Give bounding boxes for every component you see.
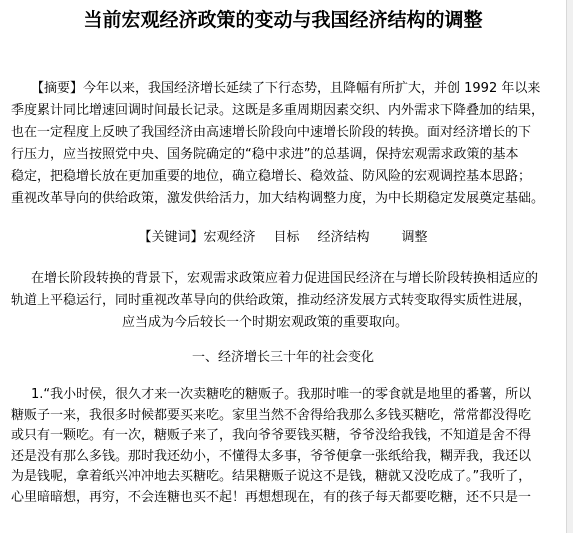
- abstract-line: 稳定，把稳增长放在更加重要的地位，确立稳增长、稳效益、防风险的宏观调控基本思路；: [11, 169, 532, 184]
- story-line: 心里暗暗想，再穷，不会连糖也买不起！再想想现在，有的孩子每天都要吃糖，还不只是一: [11, 489, 532, 505]
- section-heading: 一、经济增长三十年的社会变化: [191, 350, 374, 365]
- story-paragraph: [11, 385, 564, 508]
- abstract-line: 重视改革导向的供给政策，激发供给活力，加大结构调整力度，为中长期稳定发展奠定基础。: [11, 191, 545, 206]
- abstract-line: 季度累计同比增速回调时间最长记录。这既是多重周期因素交织、内外需求下降叠加的结果，: [11, 103, 545, 118]
- story-line: 为是钱呢，拿着纸兴冲冲地去买糖吃。结果糖贩子说这不是钱，糖就又没吃成了。”我听了，: [11, 469, 532, 484]
- article-title: 当前宏观经济政策的变动与我国经济结构的调整: [83, 9, 483, 31]
- abstract-paragraph: [11, 78, 564, 210]
- keywords-line: [0, 229, 566, 247]
- story-line: 糖贩子一来，我很多时候都要买来吃。家里当然不舍得给我那么多钱买糖吃，常常都没得吃: [11, 407, 532, 423]
- story-line: 或只有一颗吃。有一次，糖贩子来了，我向爷爷要钱买糖，爷爷没给我钱，不知道是舍不得: [11, 428, 532, 443]
- story-line: 还是没有那么多钱。那时我还幼小，不懂得太多事，爷爷便拿一张纸给我，糊弄我，我还以: [11, 448, 532, 464]
- intro-line: 应当成为今后较长一个时期宏观政策的重要取向。: [122, 315, 409, 330]
- keyword: 经济结构: [317, 230, 370, 245]
- intro-paragraph: [0, 268, 566, 334]
- abstract-line: 【摘要】今年以来，我国经济增长延续了下行态势，且降幅有所扩大，并创 1992 年以来: [31, 81, 541, 96]
- keywords-label: 【关键词】: [138, 230, 204, 245]
- abstract-line: 也在一定程度上反映了我国经济由高速增长阶段向中速增长阶段的转换。面对经济增长的下: [11, 125, 532, 140]
- keyword: 目标: [273, 230, 300, 245]
- keyword: 调整: [401, 230, 428, 245]
- vertical-scrollbar[interactable]: [566, 0, 573, 533]
- intro-line: 轨道上平稳运行，同时重视改革导向的供给政策，推动经济发展方式转变取得实质性进展，: [11, 293, 532, 308]
- abstract-line: 行压力，应当按照党中央、国务院确定的“稳中求进”的总基调，保持宏观需求政策的基本: [11, 147, 519, 162]
- intro-line: 在增长阶段转换的背景下，宏观需求政策应着力促进国民经济在与增长阶段转换相适应的: [31, 271, 539, 286]
- story-line: 1.“我小时侯，很久才来一次卖糖吃的糖贩子。我那时唯一的零食就是地里的番薯，所以: [31, 387, 532, 402]
- keyword: 宏观经济: [203, 230, 256, 245]
